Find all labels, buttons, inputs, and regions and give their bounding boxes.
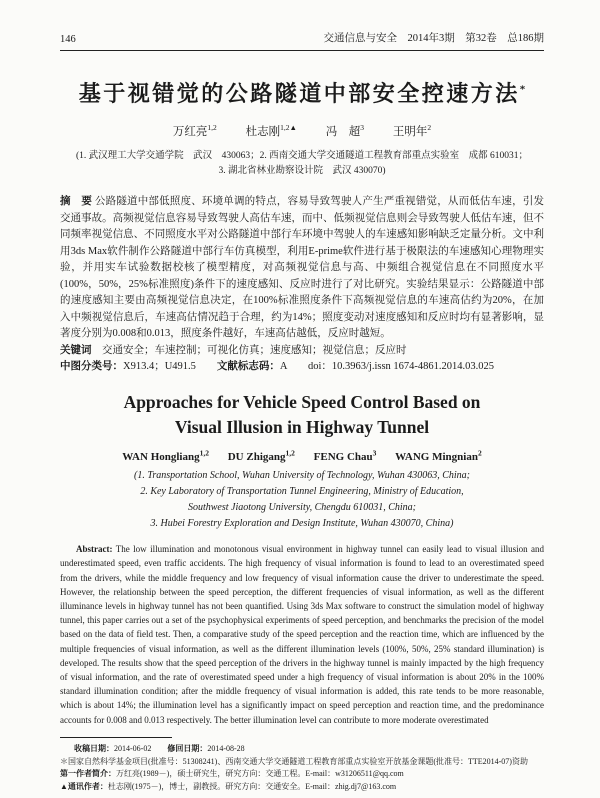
paper-title-en-line2: Visual Illusion in Highway Tunnel [174, 416, 430, 437]
footnote-block [60, 737, 544, 793]
author-cn [245, 123, 297, 138]
author-cn-sup: 1,2▲ [280, 123, 297, 133]
journal-info: 交通信息与安全 2014年3期 第32卷 总186期 [323, 33, 544, 44]
affiliation-en-line: 2. Key Laboratory of Transportation Tunnel Engineering, Ministry of Education, [140, 486, 464, 498]
header-rule [60, 50, 544, 51]
first-author-bio [60, 768, 544, 781]
paper-title-en [60, 390, 544, 440]
author-en [395, 448, 482, 464]
authors-en [60, 449, 544, 464]
affiliation-cn-line: 3. 湖北省林业勘察设计院 武汉 430070) [218, 165, 386, 176]
paper-title-cn [60, 77, 544, 108]
affiliation-en-line: Southwest Jiaotong University, Chengdu 610031, China; [187, 502, 417, 514]
author-cn-sup: 3 [360, 123, 365, 133]
revised-date: 2014-08-28 [207, 744, 245, 753]
corresponding-author-note [60, 781, 544, 794]
corresponding-text: 杜志刚(1975－)，博士，副教授。研究方向：交通安全。E-mail：zhig.dj7@163.com [107, 781, 397, 791]
author-en-name: FENG Chau [313, 451, 373, 464]
author-en-name: WANG Mingnian [395, 451, 478, 464]
abstract-en [60, 542, 544, 727]
author-en [313, 448, 377, 464]
page-number: 146 [60, 34, 76, 45]
clc-value: X913.4；U491.5 [123, 361, 196, 372]
abstract-en-label: Abstract: [76, 544, 113, 555]
author-en [227, 448, 295, 464]
author-en [122, 448, 209, 464]
author-cn [325, 123, 365, 138]
author-en-sup: 3 [372, 448, 377, 458]
affiliations-cn [60, 149, 544, 178]
received-date: 2014-06-02 [114, 744, 152, 753]
abstract-en-text: The low illumination and monotonous visual environment in highway tunnel can easily lead to visual illusion and underestimated speed, even traffic accidents. The high frequency of visual information is found to lead to an overestimated speed from the drivers, while the middle frequency and low frequency of visual information cause the driver to underestimate the speed. However, the relationship between the speed perception, the different frequencies of visual information, as well as the different illuminance levels in highway tunnel has not been quantified. Using 3ds Max software to construct the simulation model of highway tunnel, this paper carries out a set of the psychophysical experiments of speed perception, and benchmarks the precision of the model based on the data of field test. Then, a comparative study of the speed perception and the reaction time, which are influenced by the multiple frequencies of visual information, as well as the different illumination levels (100%, 50%, 25% standard illumination) is developed. The results show that the speed perception of the drivers in the highway tunnel is mainly impacted by the high frequency of visual information, and the rate of overestimated speed under a high frequency of visual information is about 20% in the 100% standard illumination condition; after the middle frequency of visual information is added, this rate tends to be more reasonable, which is about 14%; the illumination level has a significantly impact on speed perception and reaction time, and the predominance accounts for 0.008 and 0.013 respectively. The better illumination level can contribute to more moderate overestimated [60, 544, 544, 725]
funding-note: ＊国家自然科学基金项目(批准号：51308241)、西南交通大学交通隧道工程教育部重点实验室开放基金课题(批准号：TTE2014-07)资助 [60, 756, 528, 766]
author-cn-sup: 2 [427, 123, 432, 133]
keywords-line [60, 343, 544, 360]
author-en-sup: 1,2 [199, 448, 209, 458]
affiliation-en-line: 3. Hubei Forestry Exploration and Design Institute, Wuhan 430070, China) [150, 518, 454, 530]
author-en-name: WAN Hongliang [122, 451, 200, 464]
paper-title-en-line1: Approaches for Vehicle Speed Control Based on [123, 391, 481, 412]
doc-code-label: 文献标志码： [216, 361, 280, 372]
first-author-label: 第一作者简介： [60, 769, 116, 778]
author-cn-name: 万红亮 [172, 126, 208, 138]
corresponding-label: ▲通讯作者： [60, 781, 108, 791]
doc-code-value: A [279, 361, 287, 372]
author-cn-sup: 1,2 [207, 123, 217, 133]
abstract-cn-text: 公路隧道中部低照度、环境单调的特点，容易导致驾驶人产生严重视错觉，从而低估车速，引发交通事故。高频视觉信息容易导致驾驶人高估车速，而中、低频视觉信息则会导致驾驶人低估车速，但不同频率视觉信息、不同照度水平对公路隧道中部行车环境中驾驶人的车速感知影响缺乏定量分析。文中利用3ds Max软件制作公路隧道中部行车仿真模型，利用E-prime软件进行基于极限法的车速感知心理物理实验，并用实车试验数据校核了模型精度，对高频视觉信息与高、中频组合视觉信息在不同照度水平(100%，50%，25%标准照度)条件下的速度感知、反应时进行了对比研究。实验结果显示：公路隧道中部的速度感知主要由高频视觉信息决定，在100%标准照度条件下高频视觉信息的车速高估约为20%，在加入中频视觉信息后，车速高估情况趋于合理，约为14%；照度变动对速度感知和反应时均有显著影响，显著度分别为0.008和0.013，照度条件越好，车速高估越低，反应时越短。 [60, 196, 545, 339]
author-cn [172, 123, 217, 138]
author-cn [392, 123, 432, 138]
revised-label: 修回日期： [167, 744, 208, 753]
abstract-cn [60, 194, 544, 343]
author-cn-name: 冯 超 [325, 126, 361, 138]
author-cn-name: 王明年 [392, 126, 428, 138]
keywords-text: 交通安全；车速控制；可视化仿真；速度感知；视觉信息；反应时 [102, 344, 407, 356]
author-en-name: DU Zhigang [227, 451, 286, 464]
title-footnote-mark: * [519, 83, 526, 96]
affiliations-en [60, 468, 544, 532]
authors-cn [60, 123, 544, 139]
author-en-sup: 1,2 [285, 448, 295, 458]
footnote-rule [60, 737, 172, 738]
keywords-label: 关键词 [60, 344, 92, 356]
abstract-cn-label: 摘 要 [60, 196, 93, 207]
affiliation-cn-line: (1. 武汉理工大学交通学院 武汉 430063；2. 西南交通大学交通隧道工程教育部重点实验室 成都 610031； [75, 151, 529, 161]
clc-label: 中图分类号： [60, 361, 123, 372]
author-en-sup: 2 [477, 448, 482, 458]
classification-line [60, 359, 544, 376]
doi-text: doi：10.3963/j.issn 1674-4861.2014.03.025 [307, 361, 495, 372]
page-header [60, 30, 544, 45]
received-label: 收稿日期： [74, 744, 114, 753]
author-cn-name: 杜志刚 [245, 126, 281, 138]
paper-title-cn-text: 基于视错觉的公路隧道中部安全控速方法 [78, 81, 520, 106]
first-author-text: 万红亮(1989－)，硕士研究生，研究方向：交通工程。E-mail：w31206511@qq.com [116, 769, 404, 778]
affiliation-en-line: (1. Transportation School, Wuhan University of Technology, Wuhan 430063, China; [133, 470, 471, 482]
dates-line [60, 743, 544, 756]
